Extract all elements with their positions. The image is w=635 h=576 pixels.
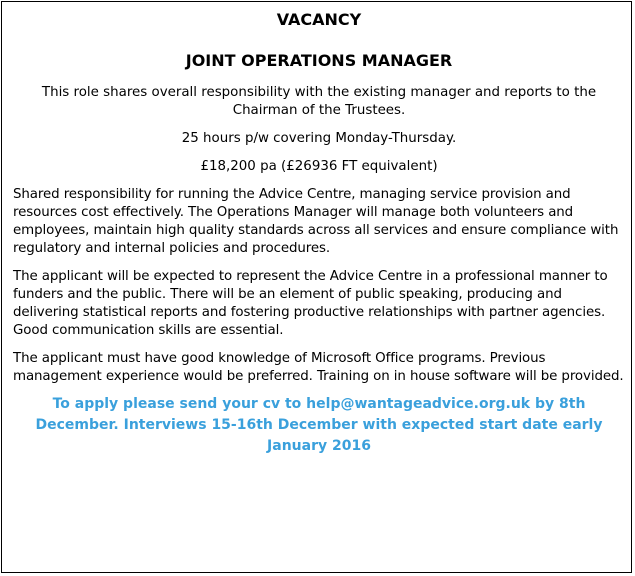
working-hours: 25 hours p/w covering Monday-Thursday.: [181, 131, 457, 146]
vacancy-heading: VACANCY: [276, 10, 362, 29]
vacancy-notice-frame: [1, 1, 632, 573]
expectations-paragraph: The applicant will be expected to represent the Advice Centre in a professional manner to funders and the public. There will be an element of public speaking, producing and delivering statistical reports and fostering productive relationships with partner agencies. Good communication skills are essential.: [13, 269, 608, 338]
role-intro: This role shares overall responsibility with the existing manager and reports to the Chairman of the Trustees.: [41, 85, 597, 118]
vacancy-notice-content: [13, 9, 625, 457]
responsibilities-paragraph: Shared responsibility for running the Advice Centre, managing service provision and resources cost effectively. The Operations Manager will manage both volunteers and employees, maintain high quality standards across all services and ensure compliance with regulatory and internal policies and procedures.: [13, 187, 619, 256]
role-title: JOINT OPERATIONS MANAGER: [185, 51, 453, 70]
salary: £18,200 pa (£26936 FT equivalent): [200, 159, 438, 174]
application-instructions: To apply please send your cv to help@wantageadvice.org.uk by 8th December. Interviews 15-16th December with expected start date early January 2016: [35, 396, 603, 454]
requirements-paragraph: The applicant must have good knowledge of Microsoft Office programs. Previous management experience would be preferred. Training on in house software will be provided.: [13, 351, 624, 384]
